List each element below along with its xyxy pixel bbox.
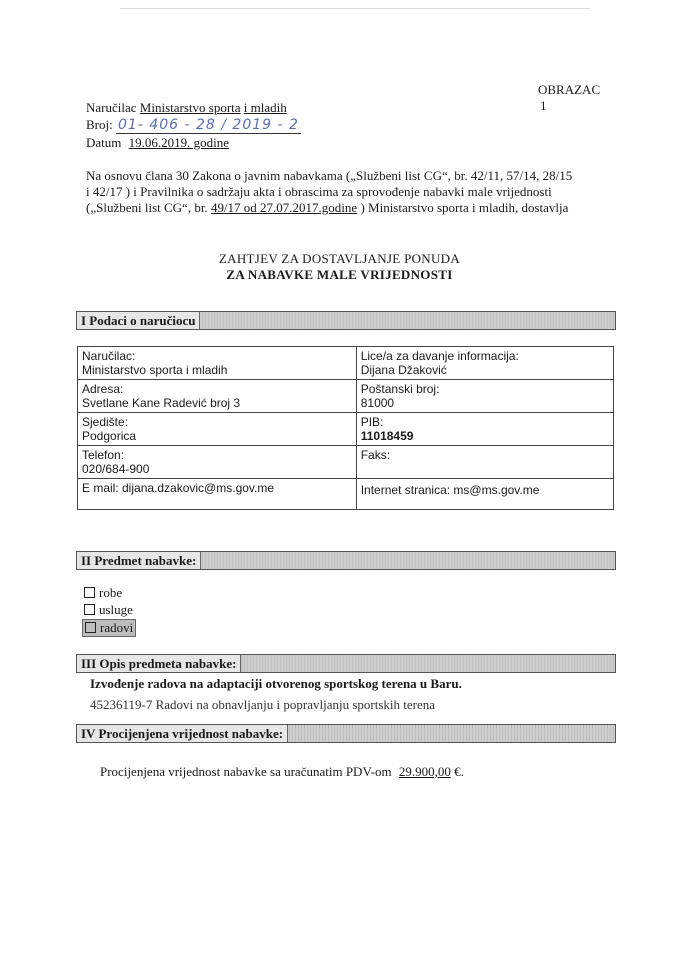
broj-line: [86, 117, 301, 133]
scan-artifact: [120, 8, 590, 9]
table-cell: [356, 347, 613, 380]
broj-handwritten-value: 01- 406 - 28 / 2019 - 2: [117, 117, 299, 133]
checkbox-label: usluge: [99, 602, 133, 617]
section-2-header: [76, 551, 616, 570]
cell-value: Ministarstvo sporta i mladih: [82, 363, 228, 377]
cell-label: Faks:: [360, 448, 391, 462]
table-row: [78, 446, 614, 479]
cell-label: Internet stranica: ms@ms.gov.me: [360, 483, 540, 497]
contracting-authority-table: [77, 346, 614, 510]
table-row: [78, 479, 614, 510]
table-row: [78, 380, 614, 413]
table-cell: [356, 380, 613, 413]
estimated-value-currency: €.: [454, 764, 464, 779]
intro-line-3-prefix: („Službeni list CG“, br.: [86, 200, 211, 215]
table-row: [78, 413, 614, 446]
datum-label: Datum: [86, 135, 122, 150]
estimated-value-label: Procijenjena vrijednost nabavke sa uračunatim PDV-om: [100, 764, 392, 779]
table-cell: [78, 347, 357, 380]
section-3-header: [76, 654, 616, 673]
cell-value: 11018459: [360, 429, 414, 443]
document-title: ZAHTJEV ZA DOSTAVLJANJE PONUDA: [218, 251, 461, 266]
intro-line-2: i 42/17 ) i Pravilnika o sadržaju akta i obrascima za sprovođenje nabavki male vrijednosti: [86, 184, 552, 199]
cell-value: 81000: [360, 396, 395, 410]
table-cell: [356, 413, 613, 446]
cell-value: Dijana Džaković: [360, 363, 447, 377]
section-1-header: [76, 311, 616, 330]
cell-value: 020/684-900: [82, 462, 150, 476]
cell-label: Telefon:: [82, 448, 125, 462]
broj-label: Broj:: [86, 117, 113, 132]
section-3-title: III Opis predmeta nabavke:: [77, 655, 241, 672]
checkbox-label: radovi: [100, 620, 134, 635]
checkbox-icon: [84, 604, 95, 615]
datum-value: 19.06.2019. godine: [128, 135, 230, 150]
cell-label: Lice/a za davanje informacija:: [360, 349, 519, 363]
cpv-code: 45236119-7 Radovi na obnavljanju i popravljanju sportskih terena: [90, 697, 436, 712]
intro-line-1: Na osnovu člana 30 Zakona o javnim nabavkama („Službeni list CG“, br. 42/11, 57/14, 28/15: [86, 168, 573, 183]
checkbox-label: robe: [99, 585, 123, 600]
form-label: OBRAZAC: [538, 82, 601, 97]
estimated-value-amount: 29.900,00: [398, 764, 451, 779]
narucilac-line: [86, 100, 287, 116]
table-cell: [78, 446, 357, 479]
intro-line-3-suffix: ) Ministarstvo sporta i mladih, dostavlja: [357, 200, 569, 215]
section-1-title: I Podaci o naručiocu: [77, 312, 200, 329]
section-4-title: IV Procijenjena vrijednost nabavke:: [77, 725, 288, 742]
estimated-value-line: [100, 764, 464, 780]
cell-label: Naručilac:: [82, 349, 136, 363]
cell-label: Poštanski broj:: [360, 382, 440, 396]
datum-line: [86, 135, 229, 151]
table-cell: [78, 380, 357, 413]
narucilac-value: Ministarstvo sporta: [139, 100, 241, 115]
table-cell: [356, 479, 613, 510]
section-2-title: II Predmet nabavke:: [77, 552, 201, 569]
cell-value: Podgorica: [82, 429, 137, 443]
cell-label: Sjedište:: [82, 415, 129, 429]
table-cell: [78, 413, 357, 446]
checkbox-icon: [85, 622, 96, 633]
procurement-description: Izvođenje radova na adaptaciji otvorenog sportskog terena u Baru.: [90, 676, 462, 691]
checkbox-radovi[interactable]: [82, 619, 136, 637]
intro-paragraph: [86, 168, 616, 216]
intro-line-3: [86, 200, 616, 216]
form-number: 1: [540, 98, 547, 113]
checkbox-robe[interactable]: [84, 585, 122, 601]
section-4-header: [76, 724, 616, 743]
table-cell: [78, 479, 357, 510]
table-cell: [356, 446, 613, 479]
checkbox-usluge[interactable]: [84, 602, 133, 618]
cell-label: PIB:: [360, 415, 384, 429]
table-row: [78, 347, 614, 380]
narucilac-suffix: i mladih: [243, 100, 287, 115]
intro-line-3-reference: 49/17 od 27.07.2017.godine: [210, 200, 358, 215]
checkbox-icon: [84, 587, 95, 598]
document-subtitle: ZA NABAVKE MALE VRIJEDNOSTI: [226, 267, 453, 282]
cell-label: Adresa:: [82, 382, 124, 396]
cell-value: Svetlane Kane Radević broj 3: [82, 396, 241, 410]
narucilac-label: Naručilac: [86, 100, 137, 115]
cell-label: E mail: dijana.dzakovic@ms.gov.me: [82, 481, 275, 495]
